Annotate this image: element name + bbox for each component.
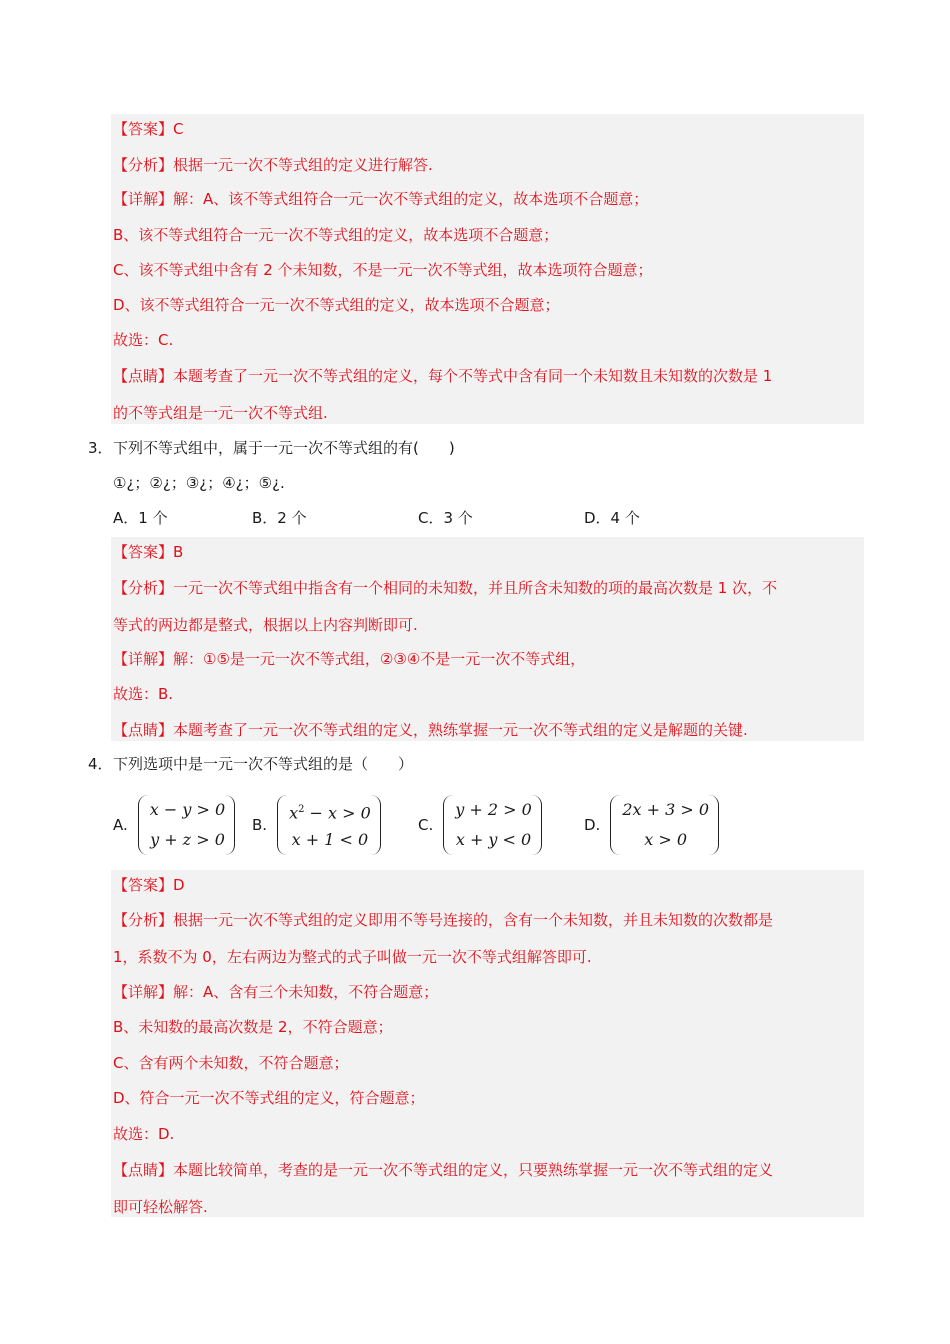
q4-option-c-system bbox=[443, 795, 542, 855]
q4-answer: 【答案】D bbox=[113, 876, 185, 894]
q3-answer: 【答案】B bbox=[113, 543, 184, 561]
q2-comment-2: 的不等式组是一元一次不等式组. bbox=[113, 404, 328, 422]
q3-analysis-2: 等式的两边都是整式，根据以上内容判断即可. bbox=[113, 616, 418, 634]
q4-option-b-label: B. bbox=[252, 816, 268, 834]
q4-detail-2: B、未知数的最高次数是 2，不符合题意； bbox=[113, 1018, 393, 1036]
q4-option-a-row1: x − y > 0 bbox=[149, 800, 226, 819]
q2-choose: 故选：C. bbox=[113, 331, 174, 349]
left-brace bbox=[277, 795, 288, 855]
q4-option-c-row1: y + 2 > 0 bbox=[455, 800, 532, 819]
q4-option-c bbox=[418, 795, 542, 855]
q2-answer: 【答案】C bbox=[113, 120, 184, 138]
q2-detail-4: D、该不等式组符合一元一次不等式组的定义，故本选项不合题意； bbox=[113, 296, 560, 314]
q4-detail-4: D、符合一元一次不等式组的定义，符合题意； bbox=[113, 1089, 425, 1107]
q4-detail-3: C、含有两个未知数，不符合题意； bbox=[113, 1054, 349, 1072]
q4-option-b bbox=[252, 795, 381, 855]
q2-analysis: 【分析】根据一元一次不等式组的定义进行解答. bbox=[113, 156, 433, 174]
q3-option-c: C．3 个 bbox=[418, 509, 473, 527]
q3-option-d: D．4 个 bbox=[584, 509, 640, 527]
right-brace bbox=[708, 795, 719, 855]
q4-option-c-label: C. bbox=[418, 816, 434, 834]
q3-option-a: A．1 个 bbox=[113, 509, 168, 527]
q4-option-d-system bbox=[610, 795, 719, 855]
q4-comment-1: 【点睛】本题比较简单，考查的是一元一次不等式组的定义，只要熟练掌握一元一次不等式组的定义 bbox=[113, 1161, 774, 1179]
q4-detail-1: 【详解】解：A、含有三个未知数，不符合题意； bbox=[113, 983, 439, 1001]
left-brace bbox=[138, 795, 149, 855]
q4-option-c-row2: x + y < 0 bbox=[455, 830, 532, 849]
q4-option-d-row2: x > 0 bbox=[644, 830, 688, 849]
q3-option-b: B．2 个 bbox=[252, 509, 307, 527]
q4-question: 下列选项中是一元一次不等式组的是（ ） bbox=[113, 755, 414, 773]
q4-option-d bbox=[584, 795, 719, 855]
q4-option-a-system bbox=[138, 795, 235, 855]
q4-option-d-label: D. bbox=[584, 816, 601, 834]
left-brace bbox=[610, 795, 621, 855]
q4-analysis-2: 1，系数不为 0，左右两边为整式的式子叫做一元一次不等式组解答即可. bbox=[113, 948, 592, 966]
q4-option-a-label: A. bbox=[113, 816, 128, 834]
q4-analysis-1: 【分析】根据一元一次不等式组的定义即用不等号连接的，含有一个未知数，并且未知数的次数都是 bbox=[113, 911, 774, 929]
right-brace bbox=[224, 795, 235, 855]
q3-question: 下列不等式组中，属于一元一次不等式组的有( ) bbox=[113, 439, 455, 457]
q4-option-a-row2: y + z > 0 bbox=[150, 830, 225, 849]
q4-option-d-row1: 2x + 3 > 0 bbox=[622, 800, 710, 819]
q4-number: 4． bbox=[88, 755, 113, 773]
q3-analysis-1: 【分析】一元一次不等式组中指含有一个相同的未知数，并且所含未知数的项的最高次数是 1 次，不 bbox=[113, 579, 778, 597]
q4-option-b-system bbox=[277, 795, 381, 855]
right-brace bbox=[370, 795, 381, 855]
q2-detail-3: C、该不等式组中含有 2 个未知数，不是一元一次不等式组，故本选项符合题意； bbox=[113, 261, 653, 279]
q4-option-b-row2: x + 1 < 0 bbox=[291, 830, 369, 849]
q3-choose: 故选：B. bbox=[113, 685, 174, 703]
q2-detail-2: B、该不等式组符合一元一次不等式组的定义，故本选项不合题意； bbox=[113, 226, 559, 244]
right-brace bbox=[531, 795, 542, 855]
q3-number: 3． bbox=[88, 439, 113, 457]
q4-option-a bbox=[113, 795, 235, 855]
q4-comment-2: 即可轻松解答. bbox=[113, 1198, 208, 1216]
q2-comment-1: 【点睛】本题考查了一元一次不等式组的定义，每个不等式中含有同一个未知数且未知数的次数是 1 bbox=[113, 367, 773, 385]
q4-choose: 故选：D. bbox=[113, 1125, 175, 1143]
q3-answer-block bbox=[111, 537, 864, 741]
q3-detail: 【详解】解：①⑤是一元一次不等式组，②③④不是一元一次不等式组， bbox=[113, 650, 586, 668]
q3-comment: 【点睛】本题考查了一元一次不等式组的定义，熟练掌握一元一次不等式组的定义是解题的关键. bbox=[113, 721, 748, 739]
q2-detail-1: 【详解】解：A、该不等式组符合一元一次不等式组的定义，故本选项不合题意； bbox=[113, 190, 649, 208]
q3-items: ①¿；②¿；③¿；④¿；⑤¿. bbox=[113, 474, 285, 492]
left-brace bbox=[443, 795, 454, 855]
q4-option-b-row1: $x^2 - x > 0$ bbox=[289, 803, 371, 823]
